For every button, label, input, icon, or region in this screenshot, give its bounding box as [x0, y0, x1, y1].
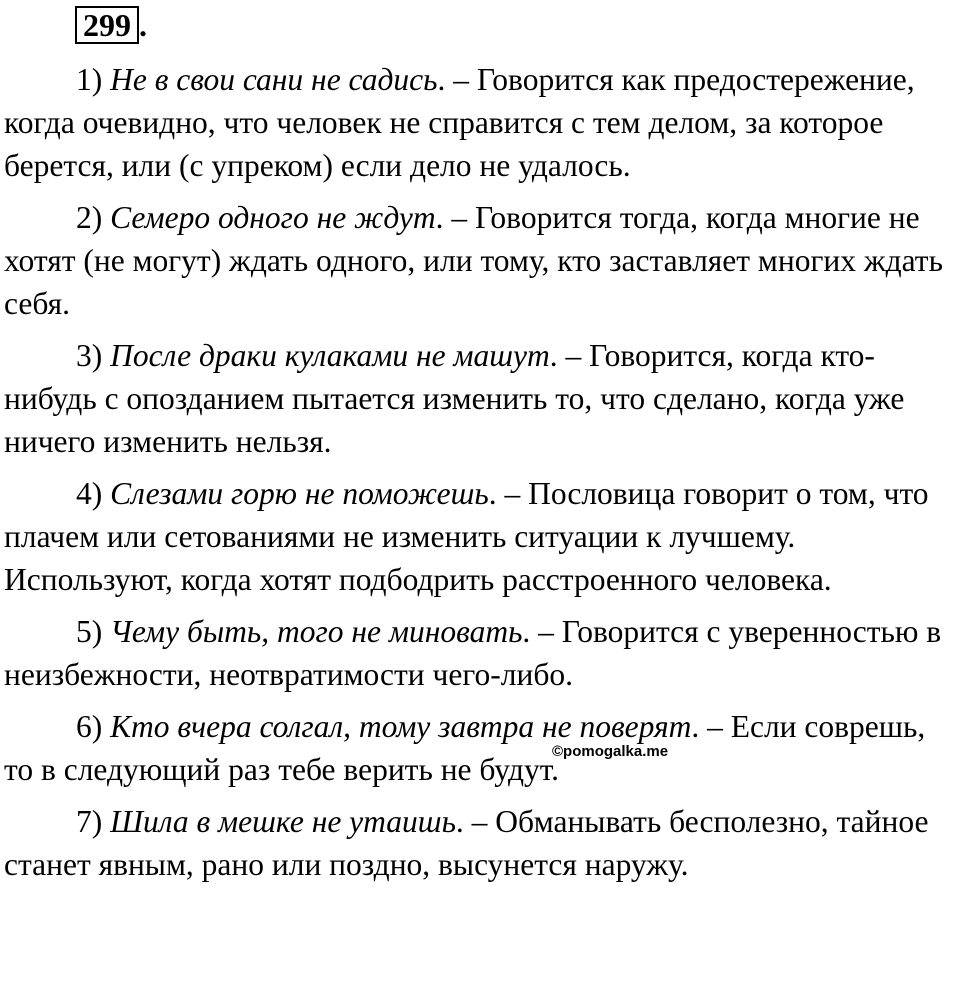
proverb-text: Семеро одного не ждут	[110, 200, 436, 235]
answer-item-7	[4, 800, 956, 886]
proverb-text: Чему быть, того не миновать	[110, 614, 523, 649]
explanation-text: . – Говорится тогда, когда многие не хотят (не могут) ждать одного, или тому, кто заставляет многих ждать себя.	[4, 200, 943, 321]
proverb-text: Кто вчера солгал, тому завтра не поверят	[110, 709, 692, 744]
explanation-text: . – Пословица говорит о том, что плачем или сетованиями не изменить ситуации к лучшему. Используют, когда хотят подбодрить расстроенного человека.	[4, 476, 929, 597]
proverb-text: Шила в мешке не утаишь	[110, 804, 456, 839]
exercise-number	[75, 6, 147, 44]
answer-item-1	[4, 58, 956, 187]
answer-item-3	[4, 334, 956, 463]
item-number: 6)	[76, 709, 103, 744]
answer-item-6	[4, 705, 956, 791]
item-number: 4)	[76, 476, 103, 511]
answer-list	[4, 58, 956, 895]
item-number: 3)	[76, 338, 103, 373]
explanation-text: . – Если соврешь, то в следующий раз тебе верить не будут.	[4, 709, 926, 787]
answer-item-4	[4, 472, 956, 601]
watermark: ©pomogalka.me	[552, 743, 669, 760]
explanation-text: . – Говорится, когда кто-нибудь с опозданием пытается изменить то, что сделано, когда уже ничего изменить нельзя.	[4, 338, 905, 459]
item-number: 5)	[76, 614, 103, 649]
exercise-number-suffix: .	[139, 7, 147, 43]
item-number: 2)	[76, 200, 103, 235]
explanation-text: . – Говорится с уверенностью в неизбежности, неотвратимости чего-либо.	[4, 614, 942, 692]
proverb-text: После драки кулаками не машут	[110, 338, 550, 373]
item-number: 7)	[76, 804, 103, 839]
answer-item-2	[4, 196, 956, 325]
proverb-text: Не в свои сани не садись	[110, 62, 438, 97]
explanation-text: . – Говорится как предостережение, когда очевидно, что человек не справится с тем делом, за которое берется, или (с упреком) если дело не удалось.	[4, 62, 915, 183]
proverb-text: Слезами горю не поможешь	[110, 476, 489, 511]
exercise-number-box: 299	[75, 6, 139, 44]
answer-item-5	[4, 610, 956, 696]
item-number: 1)	[76, 62, 103, 97]
explanation-text: . – Обманывать бесполезно, тайное станет явным, рано или поздно, высунется наружу.	[4, 804, 929, 882]
